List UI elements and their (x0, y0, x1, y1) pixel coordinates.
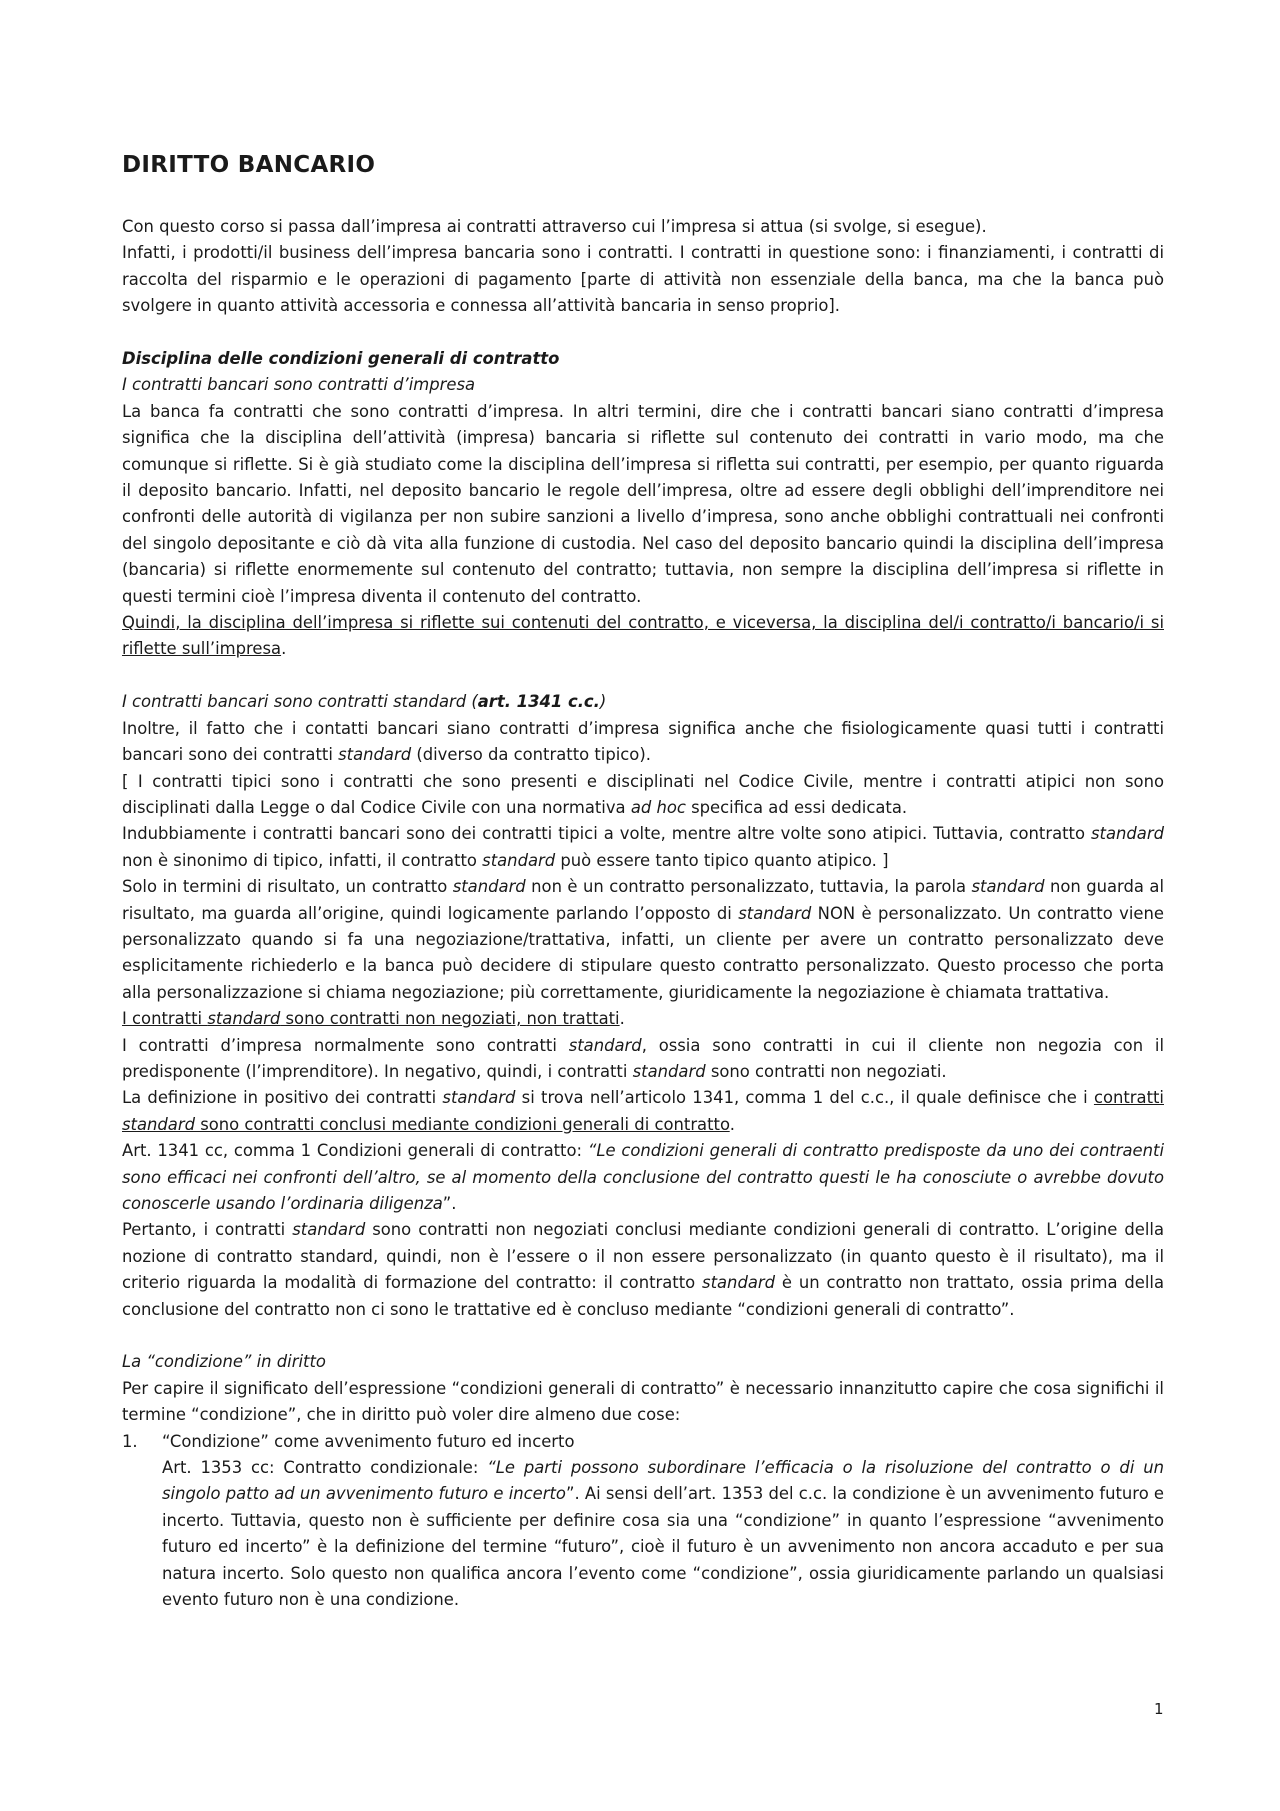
text: La definizione in positivo dei contratti (122, 1088, 443, 1108)
text-italic: standard (292, 1220, 366, 1240)
paragraph-contratti-tipici (122, 769, 1164, 822)
text: non è sinonimo di tipico, infatti, il contratto (122, 850, 483, 870)
punctuation: ”. (442, 1194, 457, 1213)
quote-italic: “Le condizioni generali di contratto predisposte da uno dei contraenti sono efficaci nei confronti dell’altro, se al momento della conclusione del contratto questi le ha conosciute o avrebbe dovuto conoscerle usando l’ordinaria diligenza (122, 1141, 1165, 1213)
text: non guarda al risultato, ma guarda all’origine, quindi logicamente parlando l’opposto di (122, 877, 1164, 923)
text: sono contratti non negoziati, non trattati (280, 1009, 620, 1029)
text-italic: standard (122, 1114, 195, 1134)
text: sono contratti non negoziati. (705, 1061, 947, 1081)
heading-text-end: ) (599, 692, 607, 712)
heading-article-ref: art. 1341 c.c. (477, 692, 600, 712)
paragraph-tipici-atipici (122, 821, 1164, 874)
text: non è un contratto personalizzato, tuttavia, la parola (525, 877, 972, 897)
section-heading-condizioni-generali: Disciplina delle condizioni generali di contratto (122, 349, 560, 369)
paragraph-condizione-intro: Per capire il significato dell’espressione “condizioni generali di contratto” è necessario innanzitutto capire che cosa significhi il termine “condizione”, che in diritto può voler dire almeno due cose: (122, 1378, 1164, 1425)
section-heading-condizione: La “condizione” in diritto (122, 1352, 326, 1372)
spacer (122, 663, 1164, 689)
text-italic: standard (971, 877, 1045, 897)
spacer (122, 1323, 1164, 1349)
text: Inoltre, il fatto che i contatti bancari siano contratti d’impresa significa anche che fisiologicamente quasi tutti i contratti bancari sono dei contratti (122, 718, 1164, 765)
document-title: DIRITTO BANCARIO (122, 152, 376, 178)
text: può essere tanto tipico quanto atipico. ] (555, 850, 889, 870)
underlined-text (122, 1009, 620, 1028)
intro-paragraph-2: Infatti, i prodotti/il business dell’impresa bancaria sono i contratti. I contratti in questione sono: i finanziamenti, i contratti di raccolta del risparmio e le operazioni di pagamento [parte di attività non essenziale della banca, ma che la banca può svolgere in quanto attività accessoria e connessa all’attività bancaria in senso proprio]. (122, 243, 1164, 316)
text-italic: standard (338, 745, 412, 765)
list-item (122, 1429, 1164, 1614)
intro-paragraph-1: Con questo corso si passa dall’impresa ai contratti attraverso cui l’impresa si attua (si svolge, si esegue). (122, 217, 987, 236)
text-italic: standard (738, 903, 812, 923)
list-number: 1. (122, 1431, 138, 1451)
paragraph-contratti-impresa: La banca fa contratti che sono contratti d’impresa. In altri termini, dire che i contratti bancari siano contratti d’impresa significa che la disciplina dell’attività (impresa) bancaria si riflette sul contenuto dei contratti in vario modo, ma che comunque si riflette. Si è già studiato come la disciplina dell’impresa si rifletta sui contratti, per esempio, per quanto riguarda il deposito bancario. Infatti, nel deposito bancario le regole dell’impresa, oltre ad essere degli obblighi dell’imprenditore nei confronti delle autorità di vigilanza per non subire sanzioni a livello d’impresa, sono anche obblighi contrattuali nei confronti del singolo depositante e ciò dà vita alla funzione di custodia. Nel caso del deposito bancario quindi la disciplina dell’impresa (bancaria) si riflette enormemente sul contenuto del contratto; tuttavia, non sempre la disciplina dell’impresa si riflette in questi termini cioè l’impresa diventa il contenuto del contratto. (122, 401, 1164, 606)
text: Solo in termini di risultato, un contratto (122, 877, 453, 897)
underlined-conclusion (122, 610, 1164, 663)
punctuation: . (281, 639, 287, 659)
underlined-text: Quindi, la disciplina dell’impresa si riflette sui contenuti del contratto, e viceversa, la disciplina del/i contratto/i bancario/i si riflette sull’impresa (122, 613, 1164, 659)
underlined-non-negoziati (122, 1006, 1164, 1032)
text: , ossia sono contratti in cui il cliente non negozia con il predisponente (l’imprenditore). In negativo, quindi, i contratti (122, 1035, 1164, 1081)
document-body (122, 150, 1164, 1613)
text: Indubbiamente i contratti bancari sono dei contratti tipici a volte, mentre altre volte sono atipici. Tuttavia, contratto (122, 824, 1091, 844)
text-italic: standard (568, 1035, 642, 1055)
quote-italic: “Le parti possono subordinare l’efficacia o la risoluzione del contratto o di un singolo patto ad un avvenimento futuro e incerto (162, 1458, 1165, 1504)
text: I contratti d’impresa normalmente sono contratti (122, 1035, 569, 1055)
text-italic: standard (207, 1009, 281, 1029)
text: [ I contratti tipici sono i contratti che sono presenti e disciplinati nel Codice Civile, mentre i contratti atipici non sono disciplinati dalla Legge o dal Codice Civile con una normativa (122, 771, 1164, 817)
paragraph-personalizzazione (122, 874, 1164, 1006)
text: sono contratti conclusi mediante condizioni generali di contratto (195, 1114, 730, 1134)
subheading-contratti-impresa: I contratti bancari sono contratti d’impresa (122, 375, 476, 395)
paragraph-contratti-impresa-standard (122, 1033, 1164, 1086)
heading-text: I contratti bancari sono contratti standard ( (122, 692, 478, 712)
text-italic: standard (702, 1273, 776, 1293)
text: ”. Ai sensi dell’art. 1353 del c.c. la condizione è un avvenimento futuro e incerto. Tuttavia, questo non è sufficiente per definire cosa sia una “condizione” in quanto l’espressione “avvenimento futuro ed incerto” è la definizione del termine “futuro”, cioè il futuro è un avvenimento non ancora accaduto e per sua natura incerto. Solo questo non qualifica ancora l’evento come “condizione”, ossia giuridicamente parlando un qualsiasi evento futuro non è una condizione. (162, 1484, 1165, 1610)
paragraph-art-1341 (122, 1138, 1164, 1217)
text: I contratti (122, 1009, 208, 1029)
text-italic: standard (1091, 824, 1164, 844)
text: Art. 1341 cc, comma 1 Condizioni generali di contratto: (122, 1141, 588, 1161)
text: NON è personalizzato. Un contratto viene personalizzato quando si fa una negoziazione/trattativa, infatti, un cliente per avere un contratto personalizzato deve esplicitamente richiederlo e la banca può decidere di stipulare questo contratto personalizzato. Questo processo che porta alla personalizzazione si chiama negoziazione; più correttamente, giuridicamente la negoziazione è chiamata trattativa. (122, 903, 1164, 1002)
spacer (122, 320, 1164, 346)
text-italic: standard (442, 1088, 516, 1108)
punctuation: . (619, 1009, 625, 1029)
punctuation: . (729, 1114, 735, 1134)
text: specifica ad essi dedicata. (685, 797, 908, 817)
text-italic: standard (632, 1061, 706, 1081)
paragraph-pertanto (122, 1217, 1164, 1323)
text: Pertanto, i contratti (122, 1220, 293, 1240)
text-italic: standard (482, 850, 556, 870)
list-item-text (162, 1455, 1164, 1613)
text-italic: ad hoc (630, 797, 686, 817)
text: Art. 1353 cc: Contratto condizionale: (162, 1458, 488, 1478)
section-heading-contratti-standard (122, 689, 1164, 715)
paragraph-definizione-positivo (122, 1085, 1164, 1138)
text: si trova nell’articolo 1341, comma 1 del c.c., il quale definisce che i (515, 1088, 1094, 1108)
text: contratti (1093, 1088, 1164, 1108)
page-number: 1 (1154, 1700, 1164, 1718)
text-italic: standard (452, 877, 526, 897)
text: sono contratti non negoziati conclusi mediante condizioni generali di contratto. L’origine della nozione di contratto standard, quindi, non è l’essere o il non essere personalizzato (in quanto questo è il risultato), ma il criterio riguarda la modalità di formazione del contratto: il contratto (122, 1220, 1164, 1293)
paragraph-standard-intro (122, 716, 1164, 769)
text: (diverso da contratto tipico). (411, 745, 651, 765)
list-item-title: “Condizione” come avvenimento futuro ed incerto (162, 1431, 575, 1451)
text: è un contratto non trattato, ossia prima della conclusione del contratto non ci sono le trattative ed è concluso mediante “condizioni generali di contratto”. (122, 1273, 1164, 1319)
